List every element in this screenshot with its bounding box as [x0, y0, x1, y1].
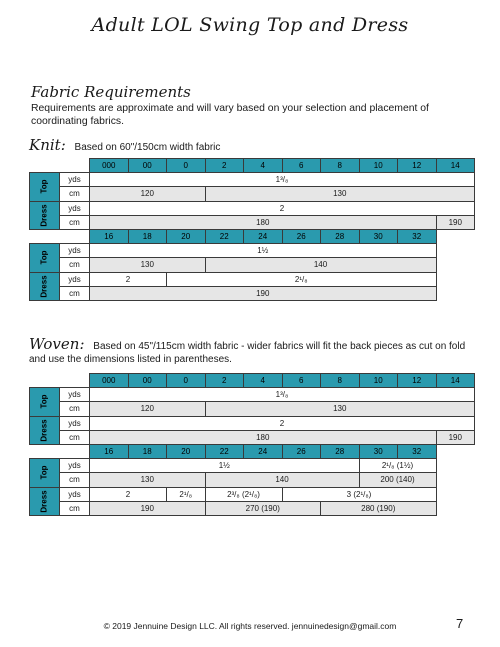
- size-cell: 26: [282, 229, 321, 243]
- value-cell: 190: [90, 501, 206, 515]
- woven-table: [29, 373, 475, 516]
- size-cell: 000: [90, 159, 129, 173]
- size-cell: 12: [398, 159, 437, 173]
- knit-note: Based on 60"/150cm width fabric: [74, 142, 221, 153]
- size-cell: 24: [244, 229, 283, 243]
- size-cell: 30: [359, 444, 398, 458]
- size-cell: 000: [90, 374, 129, 388]
- value-cell: 140: [205, 258, 436, 272]
- knit-size-row-a: [30, 159, 475, 173]
- size-cell: 32: [398, 444, 437, 458]
- value-cell: 2¹/₈: [167, 272, 437, 286]
- size-cell: 10: [359, 374, 398, 388]
- unit-label: cm: [60, 286, 90, 300]
- top-category-label: Top: [30, 173, 60, 201]
- footer-copyright: © 2019 Jennuine Design LLC. All rights reserved. jennuinedesign@gmail.com: [103, 621, 397, 631]
- size-cell: 28: [321, 229, 360, 243]
- knit-table: [29, 158, 475, 301]
- size-cell: 32: [398, 229, 437, 243]
- woven-label: Woven:: [29, 335, 85, 353]
- size-cell: 24: [244, 444, 283, 458]
- value-cell: 2: [90, 416, 475, 430]
- size-cell: 2: [205, 159, 244, 173]
- value-cell: 2: [90, 201, 475, 215]
- woven-size-row-a: [30, 374, 475, 388]
- size-cell: 4: [244, 159, 283, 173]
- size-cell: 30: [359, 229, 398, 243]
- size-cell: 20: [167, 229, 206, 243]
- page-number: 7: [456, 616, 464, 631]
- top-category-label: Top: [30, 459, 60, 487]
- size-cell: 2: [205, 374, 244, 388]
- value-cell: 180: [90, 215, 437, 229]
- unit-label: yds: [60, 416, 90, 430]
- value-cell: 2: [90, 272, 167, 286]
- unit-label: cm: [60, 501, 90, 515]
- fabric-requirements-description: Requirements are approximate and will vary based on your selection and placement of coordinating fabrics.: [31, 103, 429, 127]
- dress-category-label: Dress: [30, 201, 60, 229]
- dress-category-label: Dress: [30, 416, 60, 444]
- size-cell: 14: [436, 159, 475, 173]
- value-cell: 190: [436, 430, 475, 444]
- knit-size-row-b: [30, 229, 475, 243]
- value-cell: 2¹/₈: [167, 487, 206, 501]
- size-cell: 8: [321, 374, 360, 388]
- woven-section-header: [29, 335, 469, 366]
- size-cell: 10: [359, 159, 398, 173]
- size-cell: 26: [282, 444, 321, 458]
- unit-label: yds: [60, 272, 90, 286]
- woven-size-row-b: [30, 444, 475, 458]
- value-cell: 200 (140): [359, 473, 436, 487]
- value-cell: 130: [90, 258, 206, 272]
- unit-label: yds: [60, 244, 90, 258]
- unit-label: cm: [60, 430, 90, 444]
- value-cell: 180: [90, 430, 437, 444]
- unit-label: yds: [60, 459, 90, 473]
- size-cell: 16: [90, 444, 129, 458]
- value-cell: 3 (2¹/₈): [282, 487, 436, 501]
- size-cell: 4: [244, 374, 283, 388]
- dress-category-label: Dress: [30, 487, 60, 515]
- size-cell: 8: [321, 159, 360, 173]
- value-cell: 2: [90, 487, 167, 501]
- value-cell: 2¹/₈ (1½): [359, 459, 436, 473]
- size-cell: 22: [205, 229, 244, 243]
- fabric-requirements-heading: Fabric Requirements: [31, 83, 191, 101]
- value-cell: 1½: [90, 244, 437, 258]
- unit-label: cm: [60, 402, 90, 416]
- size-cell: 16: [90, 229, 129, 243]
- size-cell: 20: [167, 444, 206, 458]
- unit-label: cm: [60, 215, 90, 229]
- size-cell: 18: [128, 229, 167, 243]
- unit-label: yds: [60, 487, 90, 501]
- size-cell: 6: [282, 374, 321, 388]
- value-cell: 130: [205, 187, 475, 201]
- value-cell: 120: [90, 187, 206, 201]
- size-cell: 0: [167, 159, 206, 173]
- knit-section-header: [29, 136, 469, 154]
- value-cell: 130: [90, 473, 206, 487]
- size-cell: 18: [128, 444, 167, 458]
- unit-label: cm: [60, 187, 90, 201]
- unit-label: cm: [60, 258, 90, 272]
- woven-note: Based on 45"/115cm width fabric - wider fabrics will fit the back pieces as cut on fold and use the dimensions listed in parentheses.: [29, 341, 466, 365]
- value-cell: 120: [90, 402, 206, 416]
- unit-label: cm: [60, 473, 90, 487]
- size-cell: 14: [436, 374, 475, 388]
- top-category-label: Top: [30, 244, 60, 272]
- size-cell: 22: [205, 444, 244, 458]
- size-cell: 12: [398, 374, 437, 388]
- value-cell: 190: [436, 215, 475, 229]
- value-cell: 1³/₈: [90, 388, 475, 402]
- value-cell: 130: [205, 402, 475, 416]
- unit-label: yds: [60, 201, 90, 215]
- page-title: Adult LOL Swing Top and Dress: [91, 14, 409, 36]
- value-cell: 1½: [90, 459, 360, 473]
- size-cell: 00: [128, 374, 167, 388]
- dress-category-label: Dress: [30, 272, 60, 300]
- value-cell: 1³/₈: [90, 173, 475, 187]
- size-cell: 0: [167, 374, 206, 388]
- knit-label: Knit:: [29, 136, 66, 154]
- unit-label: yds: [60, 388, 90, 402]
- unit-label: yds: [60, 173, 90, 187]
- value-cell: 280 (190): [321, 501, 437, 515]
- top-category-label: Top: [30, 388, 60, 416]
- size-cell: 00: [128, 159, 167, 173]
- value-cell: 270 (190): [205, 501, 321, 515]
- size-cell: 6: [282, 159, 321, 173]
- value-cell: 140: [205, 473, 359, 487]
- size-cell: 28: [321, 444, 360, 458]
- value-cell: 190: [90, 286, 437, 300]
- value-cell: 2³/₈ (2¹/₈): [205, 487, 282, 501]
